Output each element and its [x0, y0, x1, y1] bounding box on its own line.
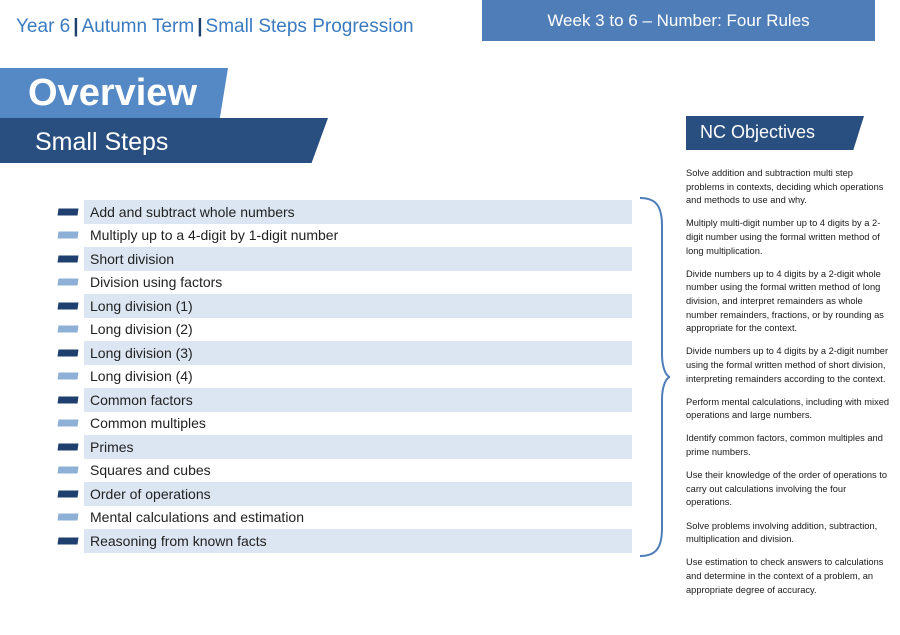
step-marker-icon [58, 443, 79, 450]
step-label: Long division (1) [90, 297, 193, 314]
step-label: Common factors [90, 391, 193, 408]
step-label: Long division (2) [90, 321, 193, 338]
step-item [56, 506, 632, 530]
nc-objectives-list [686, 167, 892, 607]
step-marker-icon [58, 514, 79, 521]
week-banner-text: Week 3 to 6 – Number: Four Rules [547, 10, 810, 30]
page-header-title [16, 16, 414, 38]
step-item [56, 388, 632, 412]
step-marker-icon [58, 396, 79, 403]
nc-objectives-title: NC Objectives [700, 122, 816, 142]
step-item [56, 365, 632, 389]
header-progression: Small Steps Progression [205, 16, 414, 37]
step-marker-icon [58, 349, 79, 356]
step-item [56, 247, 632, 271]
objective-item: Use their knowledge of the order of operations to carry out calculations involving the four operations. [686, 470, 888, 508]
step-item [56, 271, 632, 295]
step-item [56, 224, 632, 248]
step-item [56, 341, 632, 365]
objective-item: Use estimation to check answers to calculations and determine in the context of a problem, an appropriate degree of accuracy. [686, 557, 884, 595]
step-marker-icon [58, 255, 79, 262]
header-separator: | [197, 16, 203, 37]
step-label: Long division (4) [90, 368, 193, 385]
header-term: Autumn Term [81, 16, 195, 37]
step-item [56, 459, 632, 483]
objective-item: Perform mental calculations, including with mixed operations and large numbers. [686, 396, 890, 421]
overview-title: Overview [28, 72, 197, 114]
header-separator: | [73, 16, 79, 37]
step-marker-icon [58, 326, 79, 333]
objective-item: Divide numbers up to 4 digits by a 2-digit number using the formal written method of short division, interpreting remainders according to the context. [686, 346, 889, 384]
step-label: Long division (3) [90, 344, 193, 361]
step-label: Division using factors [90, 274, 223, 291]
step-label: Reasoning from known facts [90, 532, 267, 549]
step-label: Common multiples [90, 415, 206, 432]
step-item [56, 318, 632, 342]
objective-item: Identify common factors, common multiples and prime numbers. [686, 433, 883, 458]
objective-item: Solve addition and subtraction multi step problems in contexts, deciding which operations and methods to use and why. [686, 168, 884, 206]
step-marker-icon [58, 467, 79, 474]
step-label: Short division [90, 250, 175, 267]
step-item [56, 294, 632, 318]
step-marker-icon [58, 208, 79, 215]
small-steps-list [56, 200, 632, 553]
step-label: Order of operations [90, 485, 211, 502]
objective-item: Solve problems involving addition, subtraction, multiplication and division. [686, 520, 878, 545]
step-item [56, 482, 632, 506]
header-year: Year 6 [16, 16, 71, 37]
step-marker-icon [58, 490, 79, 497]
step-marker-icon [58, 537, 79, 544]
step-item [56, 412, 632, 436]
step-item [56, 529, 632, 553]
objective-item: Multiply multi-digit number up to 4 digits by a 2-digit number using the formal written method of long multiplication. [686, 218, 881, 256]
step-label: Primes [90, 438, 134, 455]
week-banner [482, 0, 875, 41]
step-label: Squares and cubes [90, 462, 211, 479]
step-marker-icon [58, 302, 79, 309]
objective-item: Divide numbers up to 4 digits by a 2-digit whole number using the formal written method of long division, and interpret remainders as whole number remainders, fractions, or by rounding as appropriate for the context. [686, 268, 884, 334]
step-label: Multiply up to a 4-digit by 1-digit number [90, 227, 339, 244]
step-item [56, 200, 632, 224]
small-steps-title: Small Steps [35, 128, 169, 156]
curly-brace-icon [634, 196, 670, 558]
step-marker-icon [58, 373, 79, 380]
step-bar [84, 435, 632, 459]
step-item [56, 435, 632, 459]
step-label: Mental calculations and estimation [90, 509, 305, 526]
step-marker-icon [58, 279, 79, 286]
step-marker-icon [58, 232, 79, 239]
step-label: Add and subtract whole numbers [90, 203, 295, 220]
step-marker-icon [58, 420, 79, 427]
